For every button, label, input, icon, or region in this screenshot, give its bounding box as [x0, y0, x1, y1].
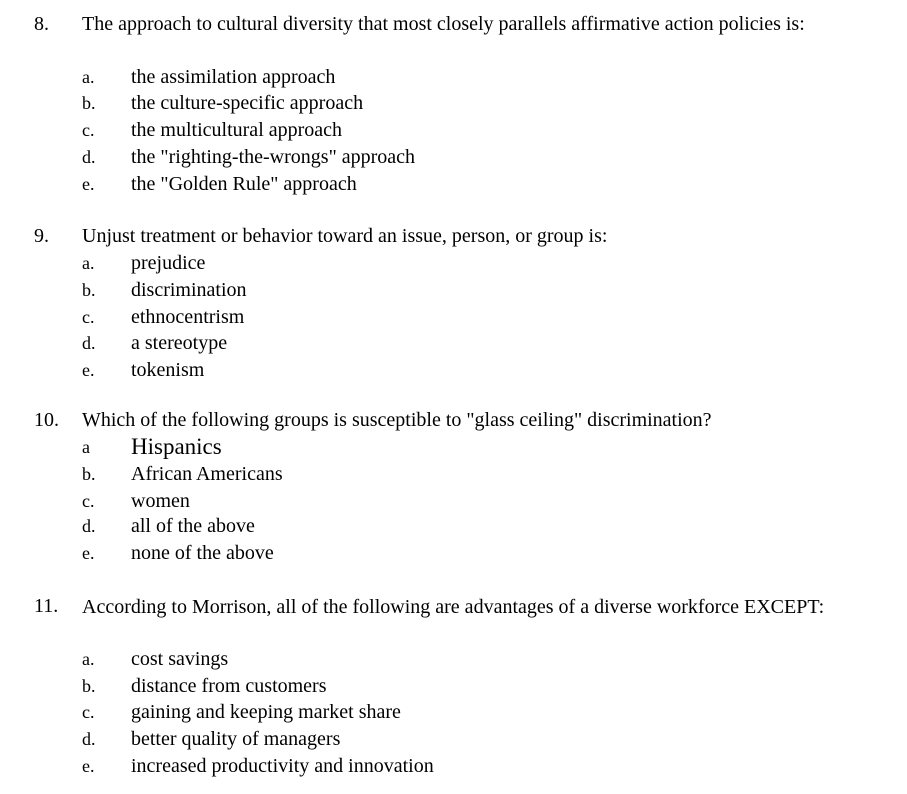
option-b	[0, 90, 907, 116]
option-text: African Americans	[131, 463, 283, 485]
option-text: the "Golden Rule" approach	[131, 173, 357, 195]
option-text: tokenism	[131, 359, 205, 381]
option-text: Hispanics	[131, 434, 222, 459]
option-text: gaining and keeping market share	[131, 701, 401, 723]
option-b	[0, 461, 907, 487]
option-text: the culture-specific approach	[131, 92, 364, 114]
option-b	[0, 277, 907, 303]
option-b	[0, 673, 907, 699]
option-a	[0, 64, 907, 90]
option-text: increased productivity and innovation	[131, 755, 434, 777]
option-letter: e.	[82, 543, 95, 563]
option-letter: a.	[82, 649, 95, 669]
option-d	[0, 330, 907, 356]
option-text: distance from customers	[131, 675, 327, 697]
option-e	[0, 357, 907, 383]
option-text: women	[131, 490, 190, 512]
option-letter: c.	[82, 307, 95, 327]
question-number: 8.	[34, 13, 49, 35]
option-letter: b.	[82, 93, 96, 113]
option-c	[0, 304, 907, 330]
question-number: 10.	[34, 409, 59, 431]
option-letter: c.	[82, 702, 95, 722]
option-d	[0, 726, 907, 752]
option-letter: b.	[82, 676, 96, 696]
option-d	[0, 513, 907, 539]
option-a	[0, 434, 907, 460]
option-text: prejudice	[131, 252, 206, 274]
option-c	[0, 699, 907, 725]
option-letter: d.	[82, 516, 96, 536]
option-letter: a	[82, 437, 90, 457]
question-text: According to Morrison, all of the following are advantages of a diverse workforce EXCEPT:	[82, 596, 825, 618]
option-text: all of the above	[131, 515, 255, 537]
option-letter: e.	[82, 360, 95, 380]
option-text: the assimilation approach	[131, 66, 336, 88]
question-text: Which of the following groups is susceptible to "glass ceiling" discrimination?	[82, 409, 712, 431]
option-text: discrimination	[131, 279, 247, 301]
option-d	[0, 144, 907, 170]
option-text: cost savings	[131, 648, 229, 670]
option-letter: d.	[82, 147, 96, 167]
option-letter: c.	[82, 491, 95, 511]
question-number: 11.	[34, 595, 59, 617]
question-text: Unjust treatment or behavior toward an issue, person, or group is:	[82, 225, 608, 247]
option-letter: b.	[82, 280, 96, 300]
option-text: better quality of managers	[131, 728, 341, 750]
option-a	[0, 646, 907, 672]
option-e	[0, 171, 907, 197]
question-number: 9.	[34, 225, 49, 247]
option-text: none of the above	[131, 542, 274, 564]
question-text: The approach to cultural diversity that most closely parallels affirmative action policies is:	[82, 13, 805, 35]
option-letter: a.	[82, 67, 95, 87]
option-text: ethnocentrism	[131, 306, 245, 328]
option-c	[0, 488, 907, 514]
option-letter: e.	[82, 174, 95, 194]
option-letter: d.	[82, 333, 96, 353]
option-letter: b.	[82, 464, 96, 484]
option-letter: a.	[82, 253, 95, 273]
option-letter: e.	[82, 756, 95, 776]
option-a	[0, 250, 907, 276]
option-letter: c.	[82, 120, 95, 140]
option-text: a stereotype	[131, 332, 228, 354]
option-letter: d.	[82, 729, 96, 749]
option-c	[0, 117, 907, 143]
option-text: the multicultural approach	[131, 119, 343, 141]
option-e	[0, 753, 907, 779]
option-e	[0, 540, 907, 566]
option-text: the "righting-the-wrongs" approach	[131, 146, 416, 168]
